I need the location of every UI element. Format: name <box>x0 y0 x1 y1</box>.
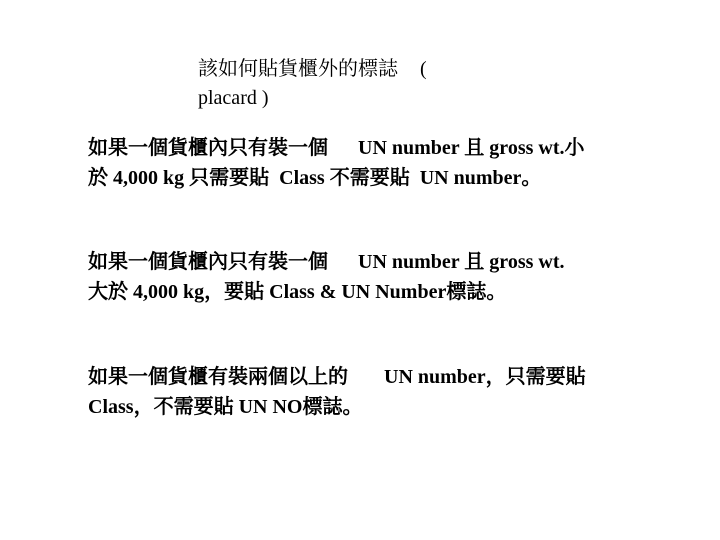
rule-text: UN number 且 gross wt.小 <box>358 137 585 159</box>
rule-single-un-over-4000kg <box>88 247 698 307</box>
rule-text: Class 不需要貼 <box>279 167 410 189</box>
rule-line-2: Class，不需要貼 UN NO標誌。 <box>88 396 363 418</box>
title-text: 該如何貼貨櫃外的標誌 <box>198 58 398 80</box>
title-paren: ( <box>420 58 427 80</box>
rule-single-un-under-4000kg <box>88 133 698 193</box>
rule-text: UN number，只需要貼 <box>384 366 586 388</box>
rule-line-1 <box>88 133 698 163</box>
rule-line-2: 大於 4,000 kg，要貼 Class & UN Number標誌。 <box>88 281 507 303</box>
title-line-1 <box>198 55 498 84</box>
rule-line-1 <box>88 247 698 277</box>
rule-line-2 <box>88 163 698 193</box>
slide-title <box>198 55 498 113</box>
rule-text: 如果一個貨櫃有裝兩個以上的 <box>88 366 348 388</box>
title-line-2: placard ) <box>198 87 269 109</box>
rule-line-1 <box>88 362 698 392</box>
rule-text: UN number 且 gross wt. <box>358 251 565 273</box>
rule-multiple-un <box>88 362 698 422</box>
rule-text: UN number。 <box>419 167 542 189</box>
rule-text: 如果一個貨櫃內只有裝一個 <box>88 137 328 159</box>
rule-text: 如果一個貨櫃內只有裝一個 <box>88 251 328 273</box>
rule-text: 於 4,000 kg 只需要貼 <box>88 167 270 189</box>
